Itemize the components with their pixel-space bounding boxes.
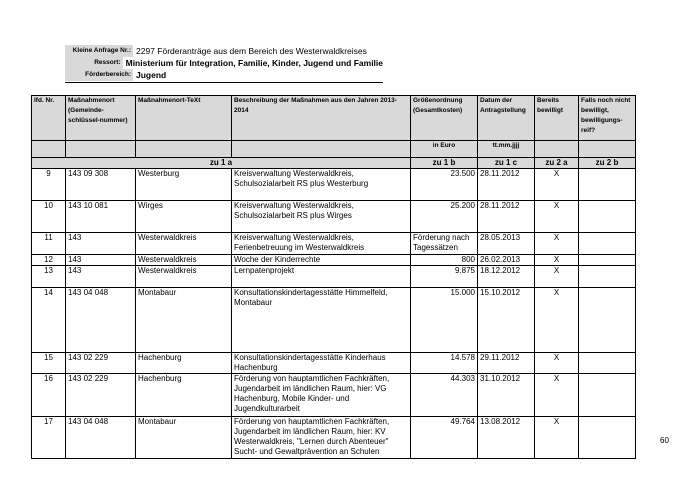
anfrage-value: 2297 Förderanträge aus dem Bereich des Westerwaldkreises	[136, 46, 367, 56]
row-nicht-bewilligt	[579, 266, 636, 288]
row-amount: 15.000	[411, 288, 478, 353]
row-amount: 9.875	[411, 266, 478, 288]
row-desc: Förderung von hauptamtlichen Fachkräften, Jugendarbeit im ländlichen Raum, hier: KV Westerwaldkreis, "Lernen durch Abenteuer" Sucht- und Gewaltprävention an Schulen	[232, 417, 411, 459]
table-row	[32, 353, 636, 374]
col-ort: Maßnahmenort (Gemeinde-schlüssel-nummer)	[66, 96, 136, 141]
row-code: 143 04 048	[66, 417, 136, 459]
row-nr: 9	[32, 169, 66, 201]
row-ort: Montabaur	[136, 288, 232, 353]
col-groesse: Größenordnung (Gesamtkosten)	[411, 96, 478, 141]
row-bewilligt: X	[535, 201, 579, 233]
table-row	[32, 374, 636, 417]
table-row	[32, 417, 636, 459]
row-nicht-bewilligt	[579, 255, 636, 266]
bereich-label: Förderbereich:	[65, 69, 133, 81]
page-number: 60	[660, 436, 669, 445]
row-ort: Westerwaldkreis	[136, 266, 232, 288]
row-amount: 49.764	[411, 417, 478, 459]
row-desc: Konsultationskindertagesstätte Kinderhaus Hachenburg	[232, 353, 411, 374]
row-nicht-bewilligt	[579, 288, 636, 353]
row-nr: 12	[32, 255, 66, 266]
row-nr: 14	[32, 288, 66, 353]
row-desc: Konsultationskindertagesstätte Himmelfeld, Montabaur	[232, 288, 411, 353]
row-nr: 11	[32, 233, 66, 255]
ref-zu-1a: zu 1 a	[32, 158, 411, 169]
bereich-row	[65, 69, 383, 81]
funding-table	[31, 95, 636, 459]
row-bewilligt: X	[535, 255, 579, 266]
header-divider	[65, 82, 383, 83]
row-desc: Lernpatenprojekt	[232, 266, 411, 288]
row-date: 26.02.2013	[478, 255, 535, 266]
row-code: 143 04 048	[66, 288, 136, 353]
column-header-row	[32, 96, 636, 141]
table-row	[32, 288, 636, 353]
row-bewilligt: X	[535, 417, 579, 459]
row-desc: Kreisverwaltung Westerwaldkreis, Schulsozialarbeit RS plus Westerburg	[232, 169, 411, 201]
table-row	[32, 233, 636, 255]
ressort-value: Ministerium für Integration, Familie, Kinder, Jugend und Familie	[125, 58, 383, 68]
row-date: 28.11.2012	[478, 169, 535, 201]
ref-zu-1b: zu 1 b	[411, 158, 478, 169]
row-ort: Montabaur	[136, 417, 232, 459]
row-nr: 17	[32, 417, 66, 459]
row-code: 143 09 308	[66, 169, 136, 201]
row-date: 15.10.2012	[478, 288, 535, 353]
row-nicht-bewilligt	[579, 374, 636, 417]
row-bewilligt: X	[535, 288, 579, 353]
table-row	[32, 255, 636, 266]
col-beschreibung: Beschreibung der Maßnahmen aus den Jahren 2013-2014	[232, 96, 411, 141]
row-nicht-bewilligt	[579, 201, 636, 233]
reference-row	[32, 158, 636, 169]
anfrage-label: Kleine Anfrage Nr.:	[65, 45, 133, 57]
unit-date: tt.mm.jjjj	[478, 141, 535, 158]
row-amount: 800	[411, 255, 478, 266]
row-ort: Westerwaldkreis	[136, 233, 232, 255]
row-desc: Kreisverwaltung Westerwaldkreis, Schulsozialarbeit RS plus Wirges	[232, 201, 411, 233]
col-datum: Datum der Antragstellung	[478, 96, 535, 141]
row-ort: Hachenburg	[136, 353, 232, 374]
col-ort-text: Maßnahmenort-TeXt	[136, 96, 232, 141]
row-ort: Westerwaldkreis	[136, 255, 232, 266]
anfrage-row	[65, 45, 383, 57]
row-ort: Westerburg	[136, 169, 232, 201]
row-date: 13.08.2012	[478, 417, 535, 459]
col-nicht-bewilligt: Falls noch nicht bewilligt, bewilligungs-reif?	[579, 96, 636, 141]
row-bewilligt: X	[535, 374, 579, 417]
row-code: 143	[66, 266, 136, 288]
row-nicht-bewilligt	[579, 233, 636, 255]
unit-euro: in Euro	[411, 141, 478, 158]
row-bewilligt: X	[535, 169, 579, 201]
row-code: 143	[66, 233, 136, 255]
row-nr: 16	[32, 374, 66, 417]
row-amount: Förderung nach Tagessätzen	[411, 233, 478, 255]
col-bewilligt: Bereits bewilligt	[535, 96, 579, 141]
row-date: 31.10.2012	[478, 374, 535, 417]
unit-row	[32, 141, 636, 158]
row-date: 29.11.2012	[478, 353, 535, 374]
row-nicht-bewilligt	[579, 169, 636, 201]
row-nr: 13	[32, 266, 66, 288]
row-nicht-bewilligt	[579, 417, 636, 459]
row-bewilligt: X	[535, 353, 579, 374]
table-row	[32, 266, 636, 288]
row-desc: Förderung von hauptamtlichen Fachkräften, Jugendarbeit im ländlichen Raum, hier: VG Hachenburg, Mobile Kinder- und Jugendkulturarbeit	[232, 374, 411, 417]
row-code: 143	[66, 255, 136, 266]
row-ort: Hachenburg	[136, 374, 232, 417]
row-code: 143 10 081	[66, 201, 136, 233]
ref-zu-2b: zu 2 b	[579, 158, 636, 169]
row-code: 143 02 229	[66, 353, 136, 374]
table-row	[32, 201, 636, 233]
row-ort: Wirges	[136, 201, 232, 233]
ref-zu-1c: zu 1 c	[478, 158, 535, 169]
row-date: 18.12.2012	[478, 266, 535, 288]
row-desc: Woche der Kinderrechte	[232, 255, 411, 266]
ressort-row	[65, 57, 383, 69]
ref-zu-2a: zu 2 a	[535, 158, 579, 169]
row-date: 28.11.2012	[478, 201, 535, 233]
row-amount: 14.578	[411, 353, 478, 374]
row-date: 28.05.2013	[478, 233, 535, 255]
bereich-value: Jugend	[136, 70, 167, 80]
row-code: 143 02 229	[66, 374, 136, 417]
table-row	[32, 169, 636, 201]
row-amount: 23.500	[411, 169, 478, 201]
row-bewilligt: X	[535, 266, 579, 288]
col-nr: lfd. Nr.	[32, 96, 66, 141]
row-amount: 25.200	[411, 201, 478, 233]
ressort-label: Ressort:	[65, 57, 123, 69]
row-nicht-bewilligt	[579, 353, 636, 374]
row-desc: Kreisverwaltung Westerwaldkreis, Ferienbetreuung im Westerwaldkreis	[232, 233, 411, 255]
row-amount: 44.303	[411, 374, 478, 417]
row-nr: 10	[32, 201, 66, 233]
row-nr: 15	[32, 353, 66, 374]
row-bewilligt: X	[535, 233, 579, 255]
